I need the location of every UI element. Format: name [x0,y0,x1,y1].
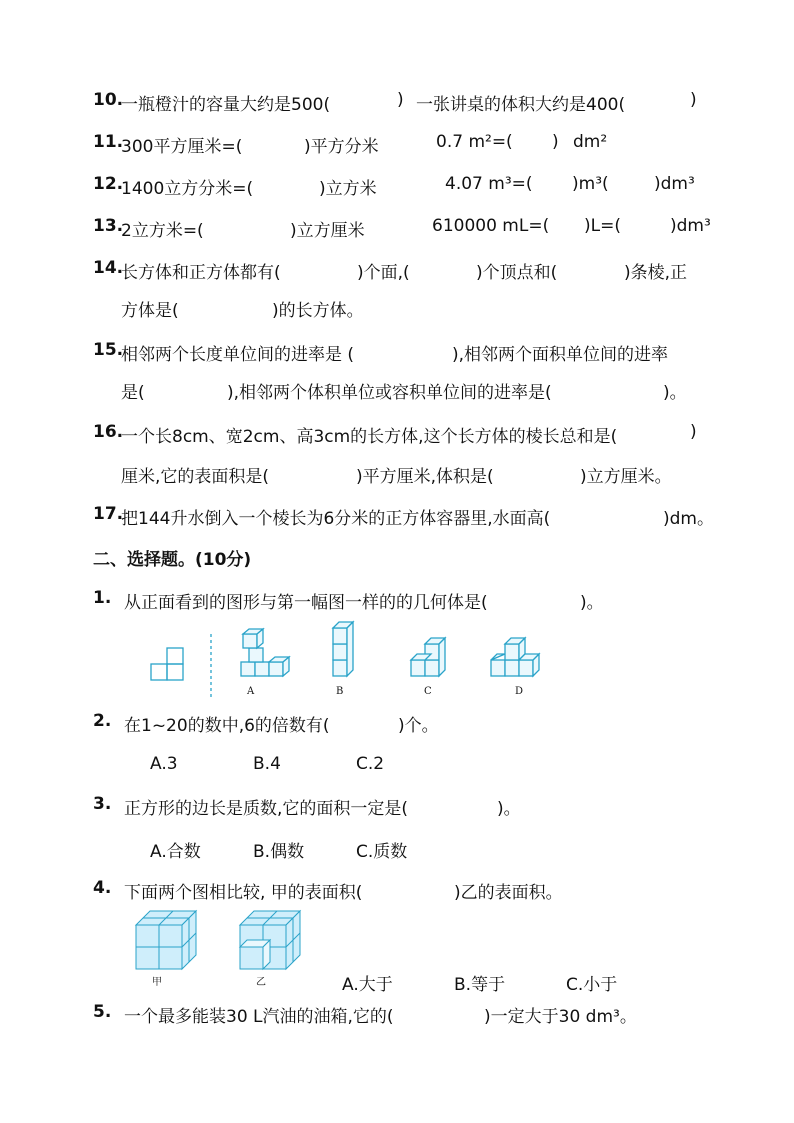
question-number: 16. [93,422,124,442]
question-number: 14. [93,258,124,278]
question-text: 610000 mL=( [432,216,550,236]
question-text: )平方厘米,体积是( [356,467,494,487]
choice-options-3 [0,831,794,867]
question-number: 3. [93,794,112,814]
question-number: 15. [93,340,124,360]
question-text: 在1~20的数中,6的倍数有( [124,716,330,736]
question-12 [0,168,794,204]
question-text: 正方形的边长是质数,它的面积一定是( [124,799,409,819]
option-b: B.等于 [454,975,506,995]
question-text: ),相邻两个体积单位或容积单位间的进率是( [227,383,552,403]
question-11 [0,126,794,162]
question-14 [0,252,794,288]
question-text: 方体是( [121,301,179,321]
question-text: )dm。 [663,509,714,529]
option-c: C.小于 [566,975,618,995]
solid-d [491,638,539,676]
question-text: )立方米 [319,179,377,199]
question-text: 一个长8cm、宽2cm、高3cm的长方体,这个长方体的棱长总和是( [121,427,618,447]
option-label-c: C [424,686,432,697]
question-text: )个顶点和( [476,263,558,283]
question-number: 12. [93,174,124,194]
question-17 [0,498,794,534]
question-text: )的长方体。 [272,301,364,321]
choice-options-4 [0,964,794,1000]
question-text: 是( [121,383,145,403]
option-c: C.质数 [356,842,408,862]
question-text: )个。 [398,716,439,736]
choice-question-1 [0,582,794,618]
question-text: 一个最多能装30 L汽油的油箱,它的( [124,1007,394,1027]
question-text: ),相邻两个面积单位间的进率 [452,345,669,365]
option-label-b: B [336,686,344,697]
question-text: )m³( [572,174,609,194]
views-figure [145,620,555,702]
option-a: A.大于 [342,975,393,995]
question-text: )L=( [584,216,621,236]
question-text: 2立方米=( [121,221,204,241]
question-15-cont [0,372,794,408]
choice-question-3 [0,788,794,824]
question-text: )个面,( [357,263,410,283]
blank-close: ) [397,90,404,110]
question-number: 13. [93,216,124,236]
question-text: )立方厘米 [290,221,365,241]
question-15 [0,334,794,370]
option-c: C.2 [356,754,385,774]
front-view-shape [151,648,183,680]
question-text: 从正面看到的图形与第一幅图一样的的几何体是( [124,593,488,613]
solid-yi [240,911,300,969]
question-text: 下面两个图相比较, 甲的表面积( [124,883,363,903]
question-16 [0,416,794,452]
question-number: 4. [93,878,112,898]
solid-b [333,622,353,676]
question-text: )立方厘米。 [580,467,672,487]
question-text: 长方体和正方体都有( [121,263,281,283]
question-text: 1400立方分米=( [121,179,254,199]
option-label-d: D [515,686,524,697]
question-text: 厘米,它的表面积是( [121,467,270,487]
figure-label-jia: 甲 [152,977,162,988]
option-b: B.偶数 [253,842,305,862]
figure-label-yi: 乙 [256,977,266,988]
question-text: 把144升水倒入一个棱长为6分米的正方体容器里,水面高( [121,509,551,529]
section-title: 二、选择题。(10分) [93,550,252,570]
question-text: )dm³ [670,216,711,236]
blank-close: ) [552,132,559,152]
choice-question-2 [0,705,794,741]
question-text: 300平方厘米=( [121,137,243,157]
question-text: )。 [580,593,604,613]
unit-text: dm² [573,132,608,152]
question-number: 1. [93,588,112,608]
question-10 [0,84,794,120]
option-a: A.合数 [150,842,201,862]
solid-jia [136,911,196,969]
question-16-cont [0,456,794,492]
option-label-a: A [247,686,255,697]
question-text: 一瓶橙汁的容量大约是500( [121,95,331,115]
question-text: )dm³ [654,174,695,194]
question-text: 4.07 m³=( [445,174,533,194]
choice-question-4 [0,872,794,908]
question-text: 0.7 m²=( [436,132,513,152]
question-text: )条棱,正 [624,263,688,283]
question-text: )乙的表面积。 [454,883,563,903]
question-number: 10. [93,90,124,110]
question-text: 一张讲桌的体积大约是400( [416,95,626,115]
question-number: 11. [93,132,124,152]
question-text: 相邻两个长度单位间的进率是 ( [121,345,355,365]
question-text: )平方分米 [304,137,379,157]
question-number: 5. [93,1002,112,1022]
question-text: )一定大于30 dm³。 [484,1007,637,1027]
question-14-cont [0,290,794,326]
choice-options-2 [0,748,794,784]
question-number: 17. [93,504,124,524]
choice-question-5 [0,996,794,1032]
question-number: 2. [93,711,112,731]
solid-c [411,638,445,676]
option-a: A.3 [150,754,178,774]
solid-a [241,629,289,676]
question-13 [0,210,794,246]
section-heading [0,539,794,575]
blank-close: ) [690,90,697,110]
option-b: B.4 [253,754,281,774]
question-text: )。 [663,383,687,403]
blank-close: ) [690,422,697,442]
question-text: )。 [497,799,521,819]
